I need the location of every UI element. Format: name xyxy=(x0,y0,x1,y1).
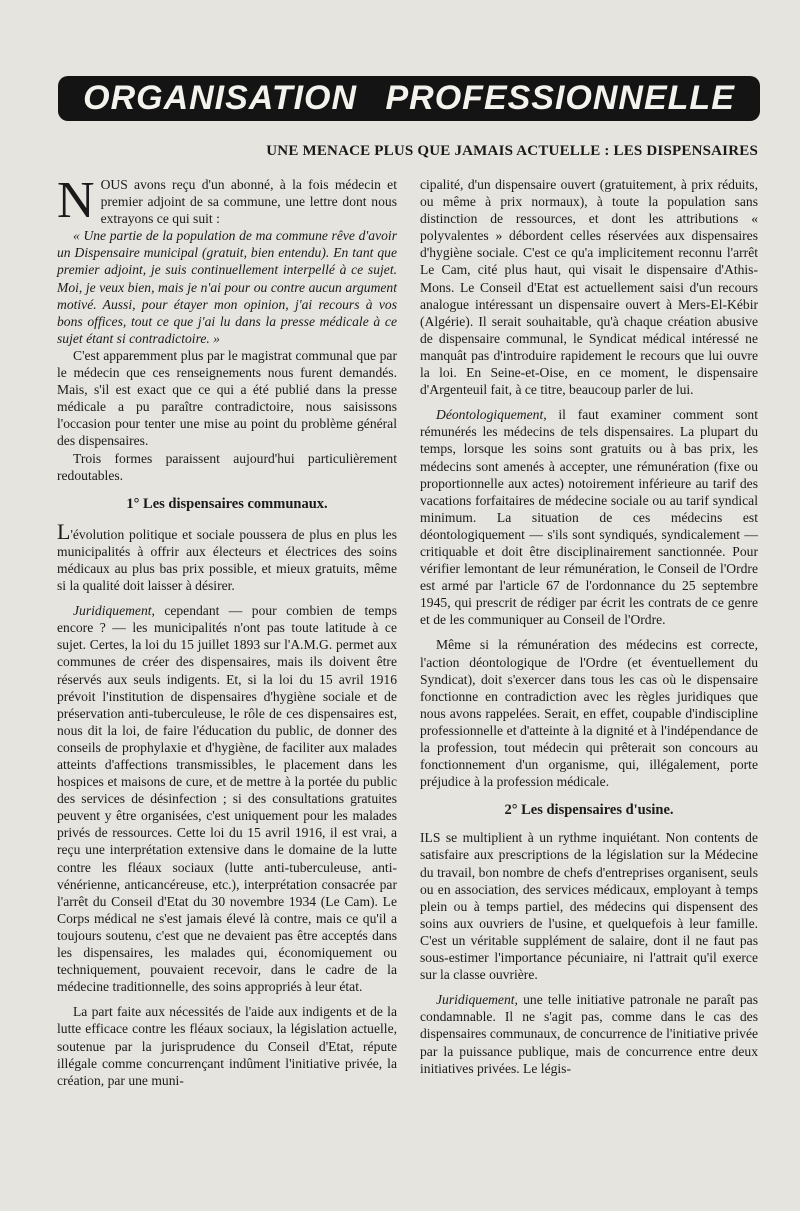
paragraph xyxy=(420,829,758,983)
paragraph-lead: Juridiquement, xyxy=(436,992,518,1008)
intro-caps: OUS xyxy=(100,177,128,192)
paragraph-text: 'évolution politique et sociale poussera de plus en plus les municipalités à offrir aux électeurs et électrices des soins médicaux au plus bas prix possible, et mieux gratuits, même si la qualité doit laisser à désirer. xyxy=(57,526,397,594)
paragraph-text: se multiplient à un rythme inquiétant. Non contents de satisfaire aux prescriptions de la législation sur la Médecine du travail, bon nombre de chefs d'entreprises organisent, seuls ou en association, des services médicaux, employant à temps plein ou à temps partiel, des médecins qui dispensent des soins aux ouvriers de l'usine, et quelquefois à leur famille. C'est un véritable supplément de salaire, dont il ne faut pas sous-estimer l'importance pécuniaire, ni l'attrait qu'il exerce sur la classe ouvrière. xyxy=(420,830,758,983)
section-banner xyxy=(58,76,760,121)
section-heading: 2° Les dispensaires d'usine. xyxy=(504,802,674,819)
paragraph xyxy=(420,406,758,628)
paragraph-text: cependant — pour combien de temps encore ? — les municipalités n'ont pas toute latitude à ce sujet. Certes, la loi du 15 juillet 1893 sur l'A.M.G. permet aux communes de créer des dispensaires, mais ils doivent être réservés aux seuls indigents. Et, si la loi du 15 avril 1916 prévoit l'institution de dispensaires d'hygiène sociale et de préservation anti-tuberculeuse, le rôle de ces dispensaires est, nous dit la loi, de faire l'éducation du public, de donner des conseils de prophylaxie et d'hygiène, de faciliter aux malades atteints d'affections transmissibles, le placement dans les hospices et maisons de cure, et de mettre à la portée du public des services de désinfection ; si des consultations gratuites peuvent y être organisées, c'est uniquement pour les malades privés de ressources. Cette loi du 15 avril 1916, il est vrai, a reçu une interprétation extensive dans le domaine de la lutte contre les fléaux sociaux (lutte anti-tuberculeuse, anti-vénérienne, anticancéreuse, etc.), interprétation consacrée par l'arrêt du Conseil d'Etat du 30 novembre 1934 (Le Cam). Le Corps médical ne s'est jamais élevé là contre, mais ce qu'il a toujours soutenu, c'est que ne devaient pas être acceptés dans les dispensaires, les malades qui, économiquement ou techniquement, pouvaient recevoir, dans le cadre de la médecine traditionnelle, des soins appropriés à leur état. xyxy=(57,603,397,995)
paragraph xyxy=(420,991,758,1076)
banner-title: ORGANISATION PROFESSIONNELLE xyxy=(83,79,735,117)
paragraph xyxy=(57,602,397,995)
article-subtitle: UNE MENACE PLUS QUE JAMAIS ACTUELLE : LES DISPENSAIRES xyxy=(266,143,758,159)
paragraph: Trois formes paraissent aujourd'hui particulièrement redoutables. xyxy=(57,450,397,483)
paragraph-text: il faut examiner comment sont rémunérés les médecins de tels dispensaires. La plupart du temps, lorsque les soins sont gratuits ou à bas prix, les médecins sont amenés à accepter, une rémunération (fixe ou proportionnelle aux actes) notoirement inférieure au tarif des vacations forfaitaires de médecine sociale ou au tarif syndical minimum. La situation de ces médecins est déontologiquement — s'ils sont syndiqués, syndicalement — critiquable et doit être disciplinairement sanctionnée. Pour vérifier lemontant de leur rémunération, le Conseil de l'Ordre est armé par l'article 67 de l'ordonnance du 25 septembre 1945, qui prescrit de rédiger par écrit les contrats de ce genre et de les communiquer au Conseil de l'Ordre. xyxy=(420,407,758,628)
paragraph: cipalité, d'un dispensaire ouvert (gratuitement, à prix réduits, ou même à prix normaux), à toute la population sans distinction de ressources, et dont les attributions « polyvalentes » débordent celles réservées aux dispensaires d'hygiène sociale. C'est ce qu'a implicitement reconnu l'arrêt Le Cam, cité plus haut, qui visait le dispensaire d'Athis-Mons. Le Conseil d'Etat est actuellement saisi d'un recours analogue intéressant un dispensaire ouvert à Mers-El-Kébir (Algérie). Il serait souhaitable, qu'à chaque création abusive de dispensaire communal, le Syndicat médical intéressé ne manquât pas d'introduire rapidement le recours que lui ouvre la loi. En Seine-et-Oise, en ce moment, le dispensaire d'Argenteuil fait, à ce titre, beaucoup parler de lui. xyxy=(420,177,758,398)
initial-caps: ILS xyxy=(420,830,441,846)
section-heading: 1° Les dispensaires communaux. xyxy=(126,495,328,512)
paragraph-text: une telle initiative patronale ne paraît pas condamnable. Il ne s'agit pas, comme dans le cas des dispensaires communaux, de concurrence de l'initiative privée par la puissance publique, mais de concurrence entre deux initiatives privées. Le légis- xyxy=(420,992,759,1076)
paragraph-lead: Déontologiquement, xyxy=(436,407,547,423)
intro-text: avons reçu d'un abonné, à la fois médecin et premier adjoint de sa commune, une lettre dont nous extrayons ce qui suit : xyxy=(100,177,397,227)
left-column xyxy=(57,172,397,1089)
paragraph: C'est apparemment plus par le magistrat communal que par le médecin que ces renseignements nous furent demandés. Mais, s'il est exact que ce qui a été publié dans la presse médicale a pu paraître contradictoire, nous saisissons l'occasion pour tenter une mise au point du problème général des dispensaires. xyxy=(57,347,397,449)
right-column xyxy=(420,176,758,1077)
paragraph: Même si la rémunération des médecins est correcte, l'action déontologique de l'Ordre (et éventuellement du Syndicat), doit s'exercer dans tous les cas où le dispensaire fonctionne en contradiction avec les règles juridiques que nous avons rappelées. Serait, en effet, coupable d'indiscipline professionnelle et d'atteinte à la dignité et à l'indépendance de la profession, tout médecin qui prêterait son concours au fonctionnement d'un organisme, qui, illégalement, porte préjudice à la profession médicale. xyxy=(420,637,758,790)
drop-cap: N xyxy=(57,172,95,229)
intro-paragraph xyxy=(57,172,397,229)
paragraph xyxy=(57,518,397,594)
initial-cap: L xyxy=(57,518,71,544)
reader-quote: « Une partie de la population de ma commune rêve d'avoir un Dispensaire municipal (gratuit, bien entendu). En tant que premier adjoint, je suis continuellement interpellé à ce sujet. Moi, je veux bien, mais je n'ai pour ou contre aucun argument motivé. Aussi, pour étayer mon opinion, j'ai recours à vos bons offices, tout ce que j'ai lu dans la presse médicale à ce sujet étant si contradictoire. » xyxy=(57,228,397,346)
paragraph-lead: Juridiquement, xyxy=(73,603,155,619)
paragraph: La part faite aux nécessités de l'aide aux indigents et de la lutte efficace contre les fléaux sociaux, la législation actuelle, soutenue par la jurisprudence du Conseil d'Etat, répute illégale comme concurrençant indûment l'initiative privée, la création, par une muni- xyxy=(57,1004,397,1088)
